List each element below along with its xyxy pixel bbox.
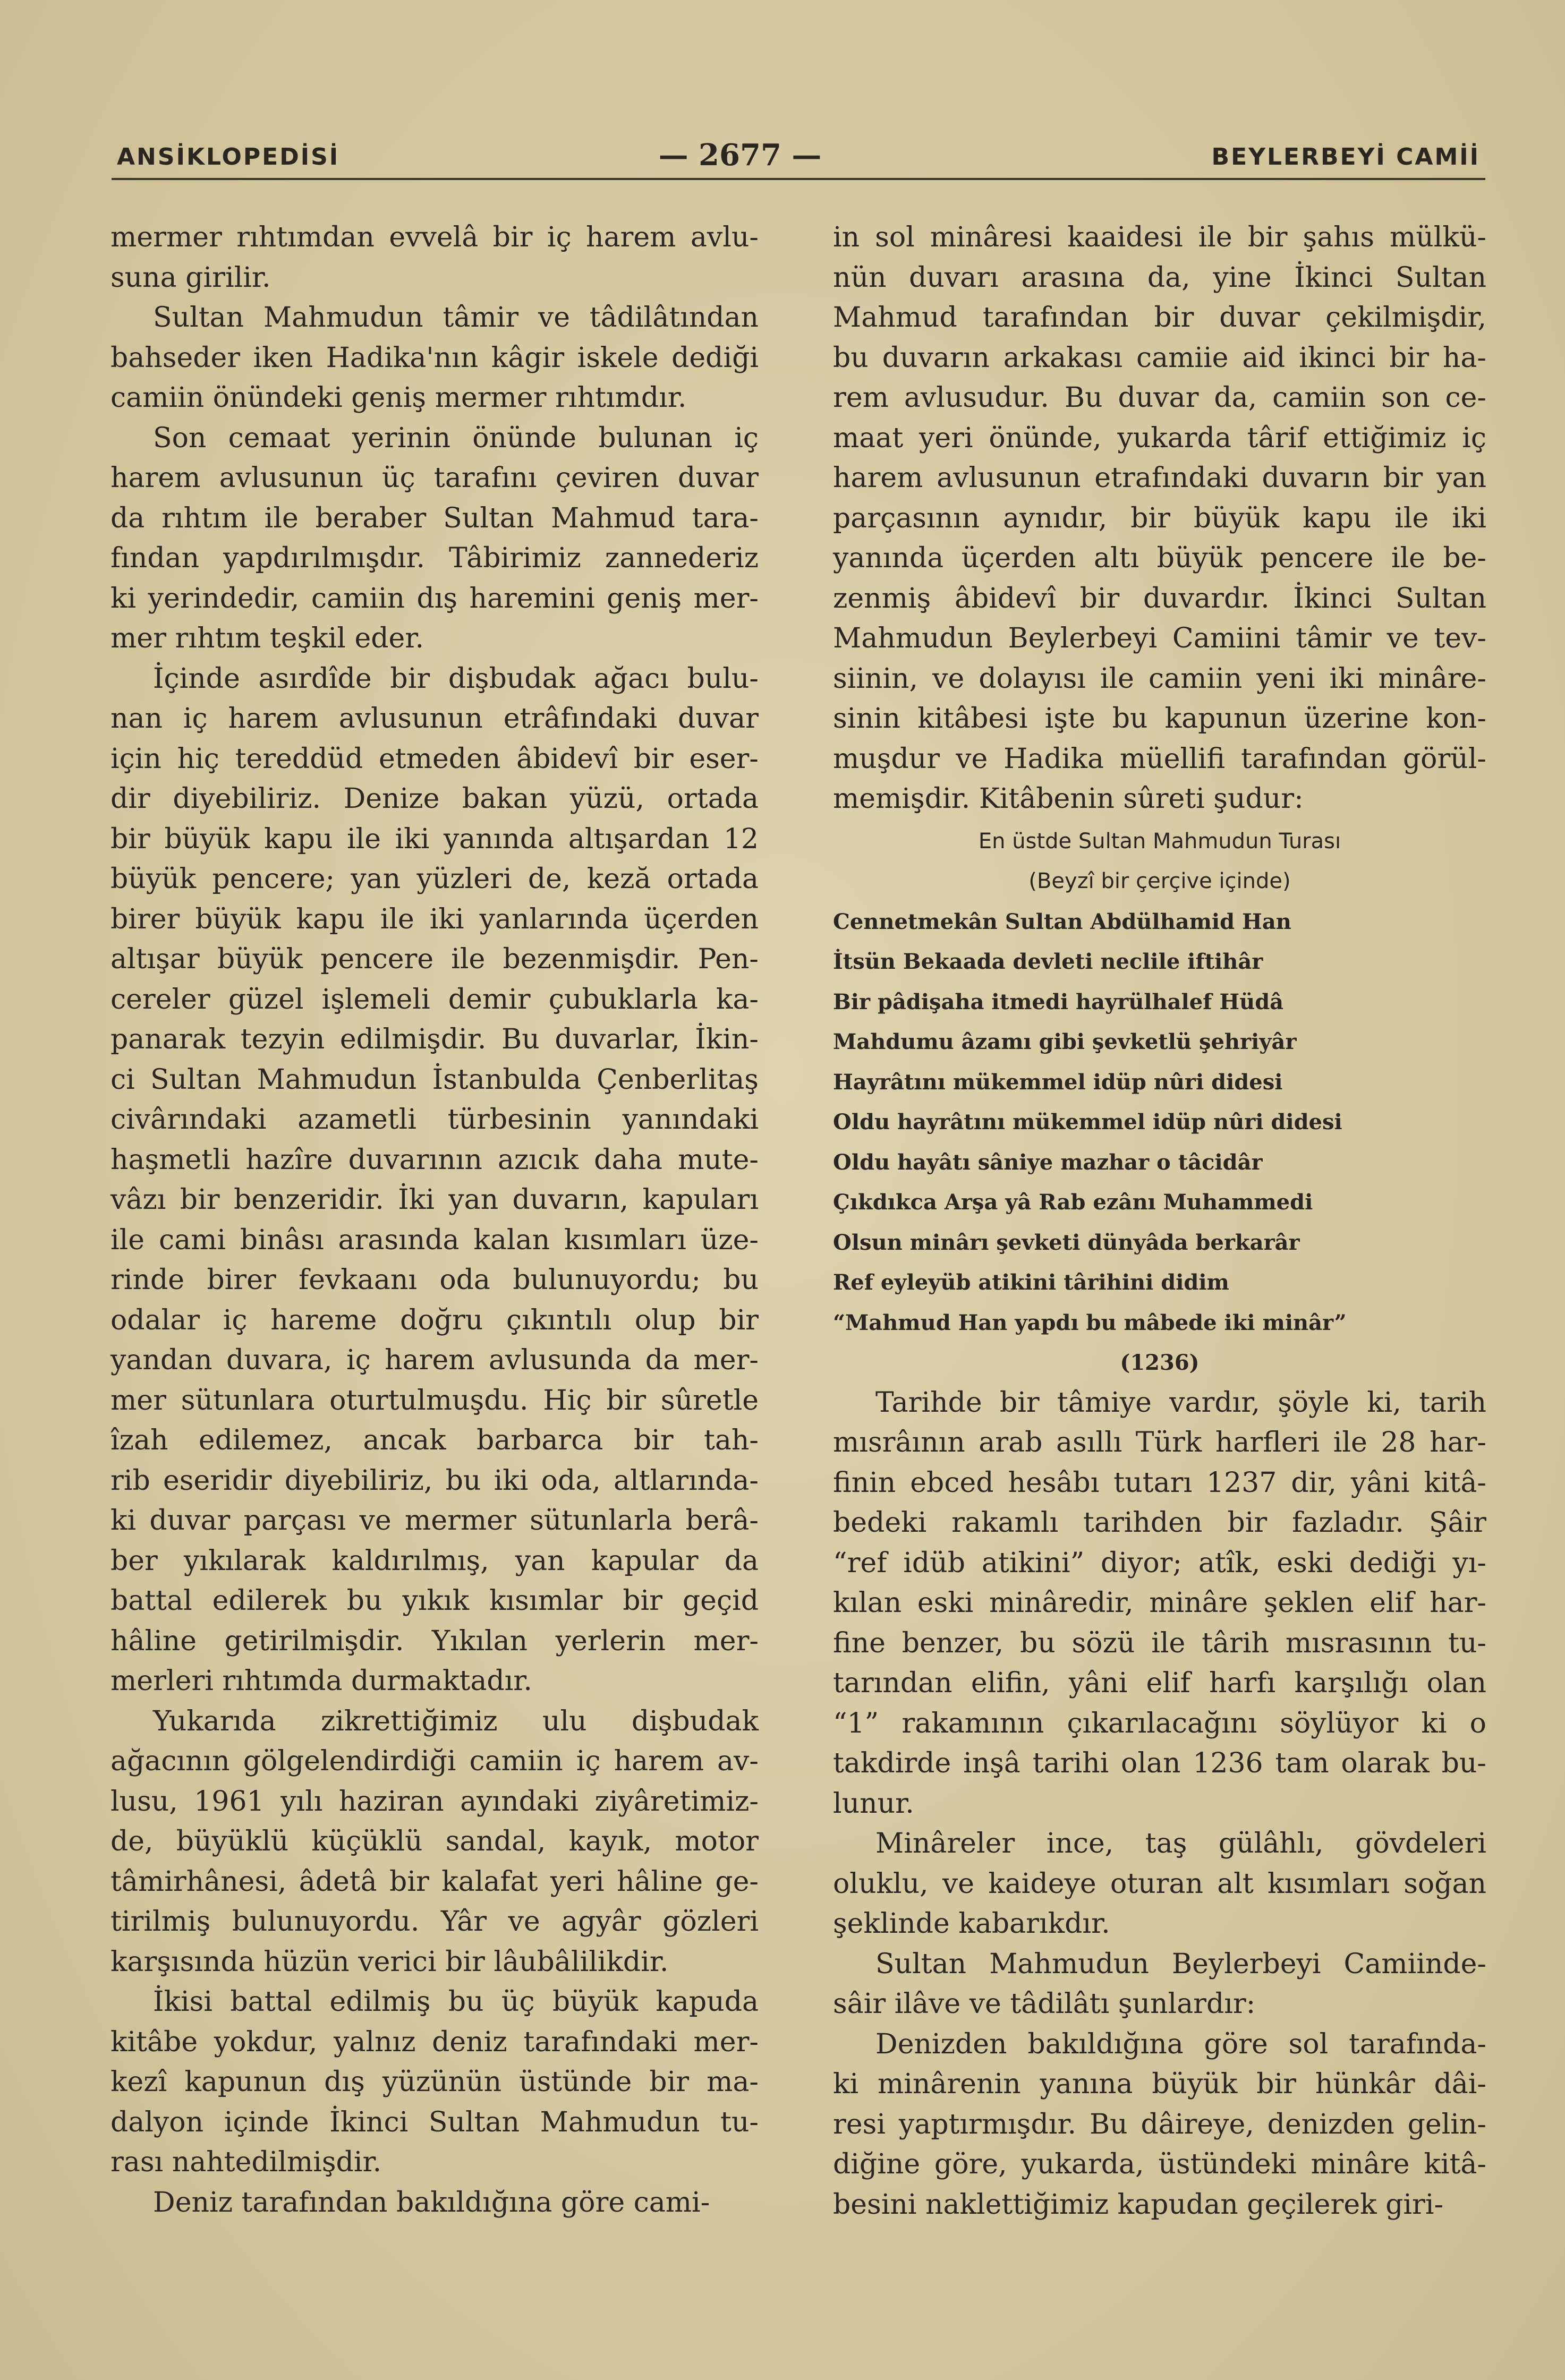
- text-line: takdirde inşâ tarihi olan 1236 tam olarak bu-: [833, 1747, 1486, 1779]
- text-line: îzah edilemez, ancak barbarca bir tah-: [110, 1424, 759, 1456]
- inscription-verse: Olsun minârı şevketi dünyâda berkarâr: [833, 1230, 1300, 1255]
- text-line: Minâreler ince, taş gülâhlı, gövdeleri: [875, 1828, 1486, 1859]
- text-line: rib eseridir diyebiliriz, bu iki oda, altlarında-: [110, 1464, 759, 1497]
- text-line: maat yeri önünde, yukarda târif ettiğimiz iç: [833, 422, 1486, 454]
- text-line: sinin kitâbesi işte bu kapunun üzerine kon-: [833, 703, 1486, 735]
- text-line: bahseder iken Hadika'nın kâgir iskele dediği: [110, 342, 759, 374]
- header-article-title: BEYLERBEYİ CAMİİ: [1211, 143, 1480, 170]
- inscription-verse: İtsün Bekaada devleti neclile iftihâr: [833, 949, 1263, 974]
- text-line: mermer rıhtımdan evvelâ bir iç harem avlu-: [110, 221, 759, 253]
- text-line: Mahmud tarafından bir duvar çekilmişdir,: [833, 302, 1486, 334]
- left-column: [110, 218, 759, 2223]
- inscription-intro-1: En üstde Sultan Mahmudun Turası: [978, 829, 1341, 854]
- text-line: cereler güzel işlemeli demir çubuklarla ka-: [110, 983, 759, 1016]
- inscription-verse: Mahdumu âzamı gibi şevketlü şehriyâr: [833, 1029, 1297, 1054]
- text-line: rem avlusudur. Bu duvar da, camiin son ce-: [833, 382, 1486, 414]
- text-line: Deniz tarafından bakıldığına göre cami-: [153, 2186, 710, 2219]
- text-line: yanında üçerden altı büyük pencere ile be-: [833, 542, 1486, 574]
- inscription-verse: Cennetmekân Sultan Abdülhamid Han: [833, 909, 1291, 934]
- text-line: harem avlusunun üç tarafını çeviren duvar: [110, 462, 759, 494]
- text-line: altışar büyük pencere ile bezenmişdir. Pen-: [110, 943, 759, 975]
- text-line: haşmetli hazîre duvarının azıcık daha mute-: [110, 1144, 759, 1176]
- text-line: Mahmudun Beylerbeyi Camiini tâmir ve tev-: [833, 622, 1486, 654]
- text-line: odalar iç hareme doğru çıkıntılı olup bir: [110, 1304, 759, 1336]
- text-line: de, büyüklü küçüklü sandal, kayık, motor: [110, 1825, 759, 1857]
- text-line: bedeki rakamlı tarihden bir fazladır. Şâir: [833, 1507, 1486, 1539]
- text-line: vâzı bir benzeridir. İki yan duvarın, kapuları: [110, 1184, 759, 1216]
- text-line: birer büyük kapu ile iki yanlarında üçerden: [110, 903, 759, 935]
- text-line: tarından elifin, yâni elif harfı karşılığı olan: [833, 1667, 1486, 1699]
- text-line: yandan duvara, iç harem avlusunda da mer-: [110, 1344, 759, 1376]
- text-line: rinde birer fevkaanı oda bulunuyordu; bu: [110, 1264, 759, 1296]
- text-line: mer rıhtım teşkil eder.: [110, 622, 424, 654]
- text-line: mer sütunlara oturtulmuşdu. Hiç bir sûretle: [110, 1384, 759, 1417]
- text-line: Yukarıda zikrettiğimiz ulu dişbudak: [153, 1705, 759, 1737]
- text-line: ki minârenin yanına büyük bir hünkâr dâi-: [833, 2068, 1486, 2100]
- text-line: merleri rıhtımda durmaktadır.: [110, 1665, 532, 1697]
- inscription-verse: Oldu hayâtı sâniye mazhar o tâcidâr: [833, 1149, 1263, 1175]
- text-line: civârındaki azametli türbesinin yanındaki: [110, 1104, 759, 1136]
- text-line: harem avlusunun etrafındaki duvarın bir yan: [833, 462, 1486, 494]
- text-line: memişdir. Kitâbenin sûreti şudur:: [833, 783, 1304, 815]
- text-line: finin ebced hesâbı tutarı 1237 dir, yâni kitâ-: [833, 1466, 1486, 1499]
- text-line: parçasının aynıdır, bir büyük kapu ile iki: [833, 502, 1486, 534]
- header-running-title: ANSİKLOPEDİSİ: [117, 143, 340, 170]
- text-line: rası nahtedilmişdir.: [110, 2146, 382, 2178]
- text-line: tâmirhânesi, âdetâ bir kalafat yeri hâline ge-: [110, 1865, 759, 1898]
- page-number: — 2677 —: [658, 138, 822, 173]
- inscription-verse: “Mahmud Han yapdı bu mâbede iki minâr”: [833, 1310, 1347, 1335]
- text-line: ki duvar parçası ve mermer sütunlarla berâ-: [110, 1505, 759, 1537]
- text-line: battal edilerek bu yıkık kısımlar bir geçid: [110, 1585, 759, 1617]
- text-line: dalyon içinde İkinci Sultan Mahmudun tu-: [110, 2106, 759, 2138]
- text-line: bir büyük kapu ile iki yanında altışardan 12: [110, 823, 759, 855]
- text-line: suna girilir.: [110, 261, 271, 294]
- text-line: zenmiş âbidevî bir duvardır. İkinci Sultan: [833, 582, 1486, 615]
- text-line: siinin, ve dolayısı ile camiin yeni iki minâre-: [833, 662, 1486, 695]
- inscription-verses: [833, 902, 1486, 1343]
- text-line: “ref idüb atikini” diyor; atîk, eski dediği yı-: [833, 1547, 1486, 1579]
- text-line: besini naklettiğimiz kapudan geçilerek giri-: [833, 2188, 1444, 2221]
- text-line: ile cami binâsı arasında kalan kısımları üze-: [110, 1224, 759, 1256]
- text-line: lunur.: [833, 1787, 914, 1820]
- inscription-intro-2: (Beyzî bir çerçive içinde): [1028, 869, 1291, 893]
- text-line: Denizden bakıldığına göre sol tarafında-: [875, 2028, 1486, 2060]
- inscription-verse: Bir pâdişaha itmedi hayrülhalef Hüdâ: [833, 989, 1284, 1014]
- text-line: fından yapdırılmışdır. Tâbirimiz zannederiz: [110, 542, 759, 574]
- text-line: kezî kapunun dış yüzünün üstünde bir ma-: [110, 2066, 759, 2098]
- text-line: lusu, 1961 yılı haziran ayındaki ziyâretimiz-: [110, 1785, 759, 1818]
- text-line: şeklinde kabarıkdır.: [833, 1908, 1110, 1940]
- text-line: bu duvarın arkakası camiie aid ikinci bir ha-: [833, 342, 1486, 374]
- text-line: ber yıkılarak kaldırılmış, yan kapular da: [110, 1545, 759, 1577]
- text-line: ci Sultan Mahmudun İstanbulda Çenberlitaş: [110, 1063, 759, 1096]
- inscription-block: [833, 822, 1486, 1383]
- text-line: ki yerindedir, camiin dış haremini geniş mer-: [110, 582, 759, 615]
- text-line: İkisi battal edilmiş bu üç büyük kapuda: [153, 1986, 759, 2018]
- right-column: [833, 218, 1486, 2225]
- text-line: muşdur ve Hadika müellifi tarafından görül-: [833, 743, 1486, 775]
- inscription-verse: Oldu hayrâtını mükemmel idüp nûri didesi: [833, 1110, 1342, 1134]
- text-line: diğine göre, yukarda, üstündeki minâre kitâ-: [833, 2148, 1486, 2180]
- text-line: hâline getirilmişdir. Yıkılan yerlerin mer-: [110, 1625, 759, 1657]
- text-line: “1” rakamının çıkarılacağını söylüyor ki o: [833, 1707, 1486, 1739]
- right-column-bottom-text: [833, 1383, 1486, 2225]
- text-line: nan iç harem avlusunun etrâfındaki duvar: [110, 703, 759, 735]
- text-line: in sol minâresi kaaidesi ile bir şahıs mülkü-: [833, 221, 1486, 253]
- text-line: Sultan Mahmudun Beylerbeyi Camiinde-: [875, 1948, 1486, 1980]
- text-line: Tarihde bir tâmiye vardır, şöyle ki, tarih: [875, 1386, 1486, 1419]
- text-line: kılan eski minâredir, minâre şeklen elif har-: [833, 1587, 1486, 1619]
- text-line: ağacının gölgelendirdiği camiin iç harem av-: [110, 1745, 759, 1777]
- inscription-verse: Hayrâtını mükemmel idüp nûri didesi: [833, 1069, 1283, 1095]
- text-line: fine benzer, bu sözü ile târih mısrasının tu-: [833, 1627, 1486, 1659]
- text-line: sâir ilâve ve tâdilâtı şunlardır:: [833, 1988, 1256, 2020]
- inscription-year: (1236): [1120, 1350, 1200, 1375]
- page-header: [112, 130, 1485, 180]
- right-column-top-text: [833, 218, 1486, 820]
- inscription-verse: Çıkdıkca Arşa yâ Rab ezânı Muhammedi: [833, 1190, 1313, 1215]
- text-line: büyük pencere; yan yüzleri de, keză ortada: [110, 863, 759, 895]
- inscription-verse: Ref eyleyüb atikini târihini didim: [833, 1270, 1229, 1295]
- text-line: karşısında hüzün verici bir lâubâlilikdir.: [110, 1946, 669, 1978]
- text-line: panarak tezyin edilmişdir. Bu duvarlar, İkin-: [110, 1023, 759, 1055]
- text-line: tirilmiş bulunuyordu. Yâr ve agyâr gözleri: [110, 1906, 759, 1938]
- text-line: oluklu, ve kaideye oturan alt kısımları soğan: [833, 1867, 1486, 1900]
- text-line: Sultan Mahmudun tâmir ve tâdilâtından: [153, 302, 759, 334]
- text-line: kitâbe yokdur, yalnız deniz tarafındaki mer-: [110, 2026, 759, 2058]
- text-line: için hiç tereddüd etmeden âbidevî bir eser-: [110, 743, 759, 775]
- text-line: resi yaptırmışdır. Bu dâireye, denizden gelin-: [833, 2108, 1486, 2140]
- text-line: mısrâının arab asıllı Türk harfleri ile 28 har-: [833, 1427, 1486, 1458]
- text-line: nün duvarı arasına da, yine İkinci Sultan: [833, 261, 1486, 294]
- text-line: Son cemaat yerinin önünde bulunan iç: [153, 422, 759, 454]
- text-line: dir diyebiliriz. Denize bakan yüzü, ortada: [110, 783, 759, 815]
- text-line: İçinde asırdîde bir dişbudak ağacı bulu-: [153, 662, 759, 695]
- text-line: da rıhtım ile beraber Sultan Mahmud tara-: [110, 502, 759, 534]
- text-line: camiin önündeki geniş mermer rıhtımdır.: [110, 382, 687, 414]
